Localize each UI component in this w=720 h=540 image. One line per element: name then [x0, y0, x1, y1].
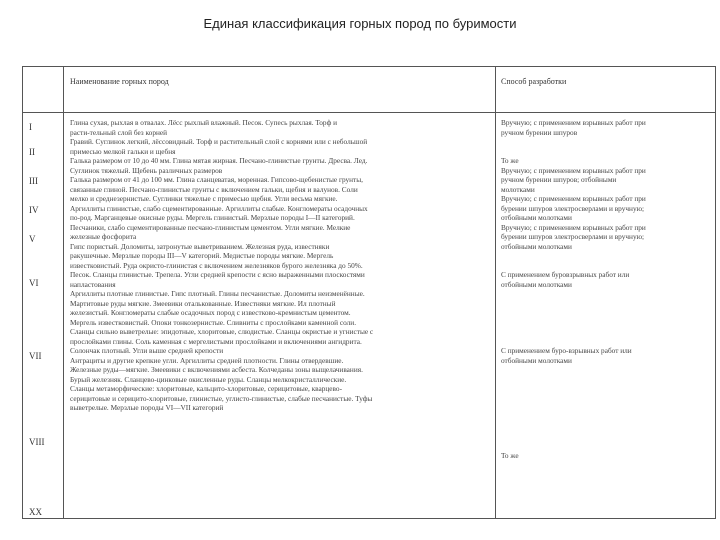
rock-line: Антрациты и другие крепкие угли. Аргиллиты средней плотности. Глины отвердевшие.	[70, 355, 344, 365]
method-line	[501, 422, 713, 432]
rock-descriptions	[70, 118, 494, 413]
rock-line: Гравий. Суглинок легкий, лёссовидный. Торф и растительный слой с корнями или с небольшой	[70, 137, 368, 146]
rock-line: Бурый железняк. Сланцево-цинковые окисленные руды. Сланцы мелкокристаллические.	[70, 374, 347, 384]
method-line: Вручную; с применением взрывных работ при	[501, 118, 646, 127]
method-line	[501, 337, 713, 347]
rock-line: расти-тельный слой без корней	[70, 127, 168, 137]
rock-line: ракушечные. Мерзлые породы III—V категорий. Медистые породы мягкие. Мергель	[70, 251, 334, 260]
category-4: IV	[29, 205, 39, 215]
method-line	[501, 318, 713, 328]
column-divider-1	[63, 67, 64, 518]
rock-line: Песок. Сланцы глинистые. Трепела. Угли средней крепости с ясно выраженными плоскостями	[70, 270, 365, 279]
classification-table	[22, 66, 716, 519]
method-line	[501, 365, 713, 375]
category-7: VII	[29, 351, 42, 361]
method-line	[501, 327, 713, 337]
category-6: VI	[29, 278, 39, 288]
method-line: отбойными молотками	[501, 355, 572, 365]
category-5: V	[29, 234, 36, 244]
rock-line: Аргиллиты глинистые, слабо сцементированные. Аргиллиты слабые. Конгломераты осадочных	[70, 203, 368, 213]
page-title: Единая классификация горных пород по буримости	[203, 16, 517, 31]
rock-line: напластования	[70, 279, 116, 289]
category-8: VIII	[29, 437, 45, 447]
rock-line: выветрелые. Мерзлые породы VI—VII категорий	[70, 403, 224, 412]
method-line: С применением буровзрывных работ или	[501, 270, 630, 279]
rock-line: Сланцы сильно выветрелые: эпидотные, хлоритовые, слюдистые. Сланцы окристые и угнистые с	[70, 327, 374, 336]
rock-line: связанные глиной. Песчано-глинистые грунты с включением гальки, щебня и валунов. Соли	[70, 184, 358, 194]
method-line: отбойными молотками	[501, 279, 572, 289]
method-line: отбойными молотками	[501, 213, 572, 222]
method-line	[501, 137, 713, 147]
method-line: С применением буро-взрывных работ или	[501, 346, 632, 355]
method-line: бурении шпуров электросверлами и вручную;	[501, 232, 645, 241]
method-line	[501, 147, 713, 157]
rock-line: Аргиллиты плотные глинистые. Гипс плотный. Глины песчанистые. Доломиты неизменённые.	[70, 289, 365, 298]
method-line: Вручную; с применением взрывных работ при	[501, 222, 646, 232]
category-2: II	[29, 147, 35, 157]
method-line	[501, 261, 713, 271]
method-line	[501, 432, 713, 442]
category-1: I	[29, 122, 32, 132]
method-line: ручном бурении шпуров; отбойными	[501, 175, 617, 184]
rock-line: железные фосфорита	[70, 232, 137, 241]
header-divider	[23, 112, 715, 113]
method-line	[501, 413, 713, 423]
method-line: Вручную; с применением взрывных работ при	[501, 194, 646, 203]
rock-line: примесью мелкой гальки и щебня	[70, 146, 176, 156]
method-line: ручном бурении шпуров	[501, 127, 578, 137]
rock-line: Солончак плотный. Угли выше средней крепости	[70, 346, 224, 355]
header-method: Способ разработки	[501, 77, 567, 86]
method-line	[501, 375, 713, 385]
rock-line: Железные руды—мягкие. Змеевики с включениями асбеста. Колчеданы зоны выщелачивания.	[70, 365, 363, 374]
rock-line: Мергель известковистый. Опоки тонкозернистые. Сливниты с прослойками каменной соли.	[70, 317, 357, 327]
method-line	[501, 299, 713, 309]
rock-line: Сланцы метаморфические: хлоритовые, кальцито-хлоритовые, серицитовые, кварцево-	[70, 384, 343, 393]
rock-line: Галька размером от 10 до 40 мм. Глина мятая жирная. Песчано-глинистые грунты. Дресва. Лед.	[70, 156, 368, 165]
rock-line: Галька размером от 41 до 100 мм. Глина сланцеватая, моренная. Гипсово-щебенистые грунты,	[70, 175, 363, 184]
method-line	[501, 394, 713, 404]
category-3: III	[29, 176, 38, 186]
category-9: XX	[29, 507, 42, 517]
rock-line: Мартитовые руды мягкие. Змеевики оталькованные. Известняки мягкие. Ил плотный	[70, 298, 336, 308]
rock-line: по-род. Марганцевые окисные руды. Мергель глинистый. Мерзлые породы I—II категорий.	[70, 213, 355, 222]
method-line: То же	[501, 450, 519, 460]
method-line: молотками	[501, 184, 535, 194]
method-line	[501, 403, 713, 413]
rock-line: Глина сухая, рыхлая в отвалах. Лёсс рыхлый влажный. Песок. Супесь рыхлая. Торф и	[70, 118, 338, 127]
method-line	[501, 251, 713, 261]
method-line: отбойными молотками	[501, 241, 572, 251]
rock-line: Песчаники, слабо сцементированные песчано-глинистым цементом. Угли мягкие. Мелкие	[70, 222, 351, 232]
method-line: бурении шпуров электросверлами и вручную;	[501, 203, 645, 213]
rock-line: прослойками глины. Соль каменная с мергелистыми прослойками и включениями ангидрита.	[70, 336, 362, 346]
header-rocks: Наименование горных пород	[70, 77, 169, 86]
method-line	[501, 384, 713, 394]
rock-line: Гипс пористый. Доломиты, затронутые выветриванием. Железная руда, известняки	[70, 241, 330, 251]
method-descriptions	[501, 118, 713, 460]
method-line: То же	[501, 156, 519, 165]
method-line	[501, 441, 713, 451]
method-line: Вручную; с применением взрывных работ при	[501, 165, 646, 175]
rock-line: известковистый. Руда окристо-глинистая с включением железняков бурого железняка до 50%.	[70, 260, 363, 270]
rock-line: железистый. Конгломераты слабые осадочных пород с известково-кремнистым цементом.	[70, 308, 351, 317]
method-line	[501, 308, 713, 318]
rock-line: мелко и среднезернистые. Суглинки тяжелые с примесью щебня. Угли весьма мягкие.	[70, 194, 338, 203]
method-line	[501, 289, 713, 299]
rock-line: серицитовые и серицито-хлоритовые, глинистые, углисто-глинистые, слабые песчанистые. Туфы	[70, 393, 373, 403]
rock-line: Суглинок тяжелый. Щебень различных размеров	[70, 165, 223, 175]
column-divider-2	[495, 67, 496, 518]
